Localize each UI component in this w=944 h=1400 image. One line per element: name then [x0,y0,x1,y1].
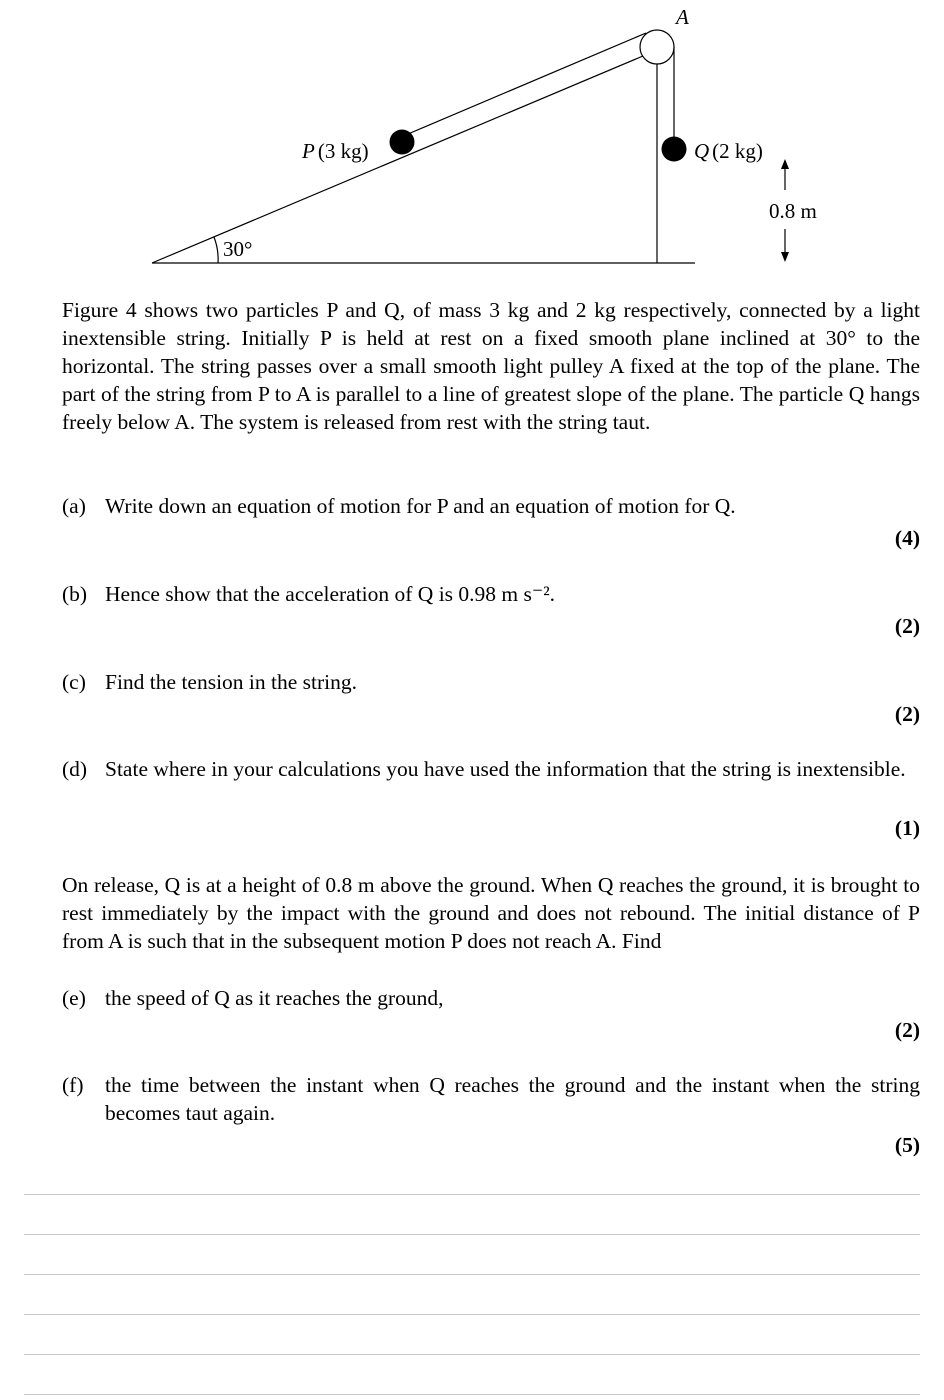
arrow-down-head [781,252,789,262]
question-a: (a) Write down an equation of motion for P and an equation of motion for Q. [62,494,736,518]
question-d: (d) State where in your calculations you have used the information that the string is inextensible. [62,757,906,781]
figure-4-diagram [0,0,944,280]
intro-paragraph: Figure 4 shows two particles P and Q, of mass 3 kg and 2 kg respectively, connected by a light inextensible string. Initially P is held at rest on a fixed smooth plane inclined at 30° to the horizontal. The string passes over a small smooth light pulley A fixed at the top of the plane. The part of the string from P to A is parallel to a line of greatest slope of the plane. The particle Q hangs freely below A. The system is released from rest with the string taut. [62,298,920,434]
answer-line[interactable] [24,1274,920,1275]
answer-line[interactable] [24,1234,920,1235]
answer-line[interactable] [24,1354,920,1355]
p-mass: (3 kg) [317,139,369,163]
question-c: (c) Find the tension in the string. [62,670,358,694]
question-b: (b) Hence show that the acceleration of Q is 0.98 m s⁻². [62,582,556,606]
answer-line[interactable] [24,1394,920,1395]
string-p-to-a [408,33,646,134]
question-e: (e) the speed of Q as it reaches the ground, [62,986,444,1010]
particle-q [662,137,687,162]
q-mass: (2 kg) [712,139,763,163]
marks-a: (4) [894,526,920,550]
height-label: 0.8 m [769,199,817,223]
svg-text:Q(2 kg) [694,139,763,163]
q-label: Q [694,139,710,163]
svg-text:P(3 kg) [301,139,369,163]
p-label: P [302,139,315,163]
angle-label: 30° [223,237,253,261]
answer-line[interactable] [24,1194,920,1195]
marks-d: (1) [894,816,920,840]
marks-f: (5) [894,1133,920,1157]
marks-e: (2) [894,1018,920,1042]
pulley-a [640,30,674,64]
inclined-plane [152,56,643,263]
marks-c: (2) [894,702,920,726]
answer-line[interactable] [24,1314,920,1315]
second-intro-paragraph: On release, Q is at a height of 0.8 m above the ground. When Q reaches the ground, it is brought to rest immediately by the impact with the ground and does not rebound. The initial distance of P from A is such that in the subsequent motion P does not reach A. Find [62,873,920,953]
marks-b: (2) [894,614,920,638]
pulley-label: A [676,5,689,29]
question-f: (f) the time between the instant when Q reaches the ground and the instant when the string becomes taut again. [62,1073,920,1125]
angle-arc [214,237,218,263]
particle-p [390,130,415,155]
arrow-up-head [781,159,789,169]
